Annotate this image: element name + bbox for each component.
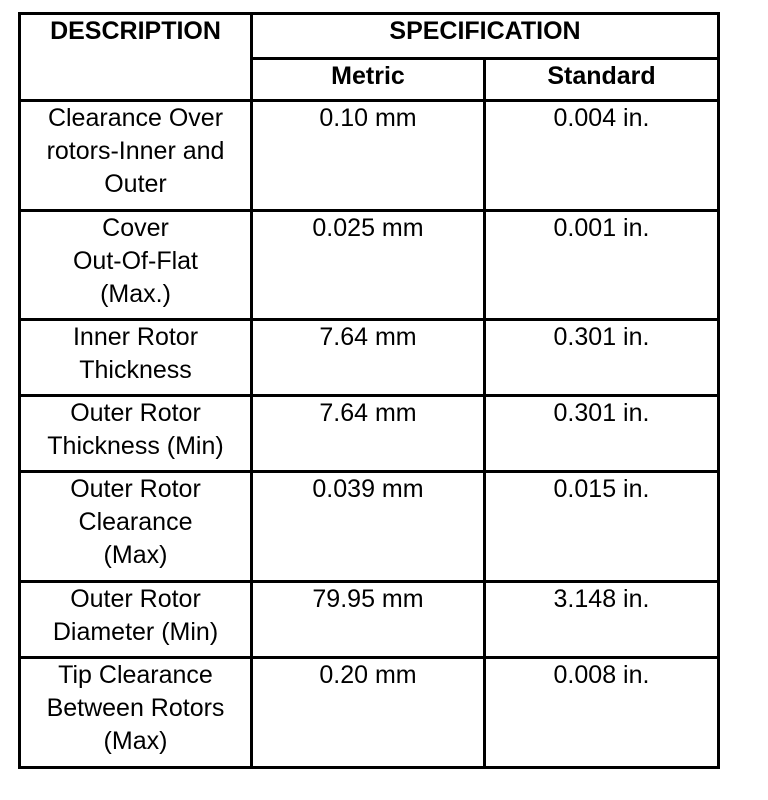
row-standard: 0.015 in. <box>485 472 719 582</box>
header-row-top <box>20 14 719 59</box>
header-specification: SPECIFICATION <box>252 14 719 59</box>
specification-table <box>18 12 720 769</box>
row-standard: 0.301 in. <box>485 320 719 396</box>
row-metric: 7.64 mm <box>252 396 485 472</box>
row-standard: 0.301 in. <box>485 396 719 472</box>
row-standard: 3.148 in. <box>485 582 719 658</box>
row-description: Outer Rotor Diameter (Min) <box>20 582 252 658</box>
row-metric: 0.039 mm <box>252 472 485 582</box>
row-metric: 0.20 mm <box>252 658 485 768</box>
row-standard: 0.001 in. <box>485 211 719 320</box>
row-description: Cover Out-Of-Flat (Max.) <box>20 211 252 320</box>
table-row <box>20 101 719 211</box>
row-metric: 79.95 mm <box>252 582 485 658</box>
table-row <box>20 211 719 320</box>
row-standard: 0.008 in. <box>485 658 719 768</box>
table-row <box>20 472 719 582</box>
table-row <box>20 582 719 658</box>
table-row <box>20 320 719 396</box>
header-metric: Metric <box>252 59 485 101</box>
header-description: DESCRIPTION <box>20 14 252 101</box>
row-metric: 0.10 mm <box>252 101 485 211</box>
row-metric: 7.64 mm <box>252 320 485 396</box>
row-description: Outer Rotor Thickness (Min) <box>20 396 252 472</box>
row-standard: 0.004 in. <box>485 101 719 211</box>
row-metric: 0.025 mm <box>252 211 485 320</box>
row-description: Outer Rotor Clearance (Max) <box>20 472 252 582</box>
table-row <box>20 658 719 768</box>
row-description: Clearance Over rotors-Inner and Outer <box>20 101 252 211</box>
header-standard: Standard <box>485 59 719 101</box>
row-description: Inner Rotor Thickness <box>20 320 252 396</box>
table-row <box>20 396 719 472</box>
row-description: Tip Clearance Between Rotors (Max) <box>20 658 252 768</box>
